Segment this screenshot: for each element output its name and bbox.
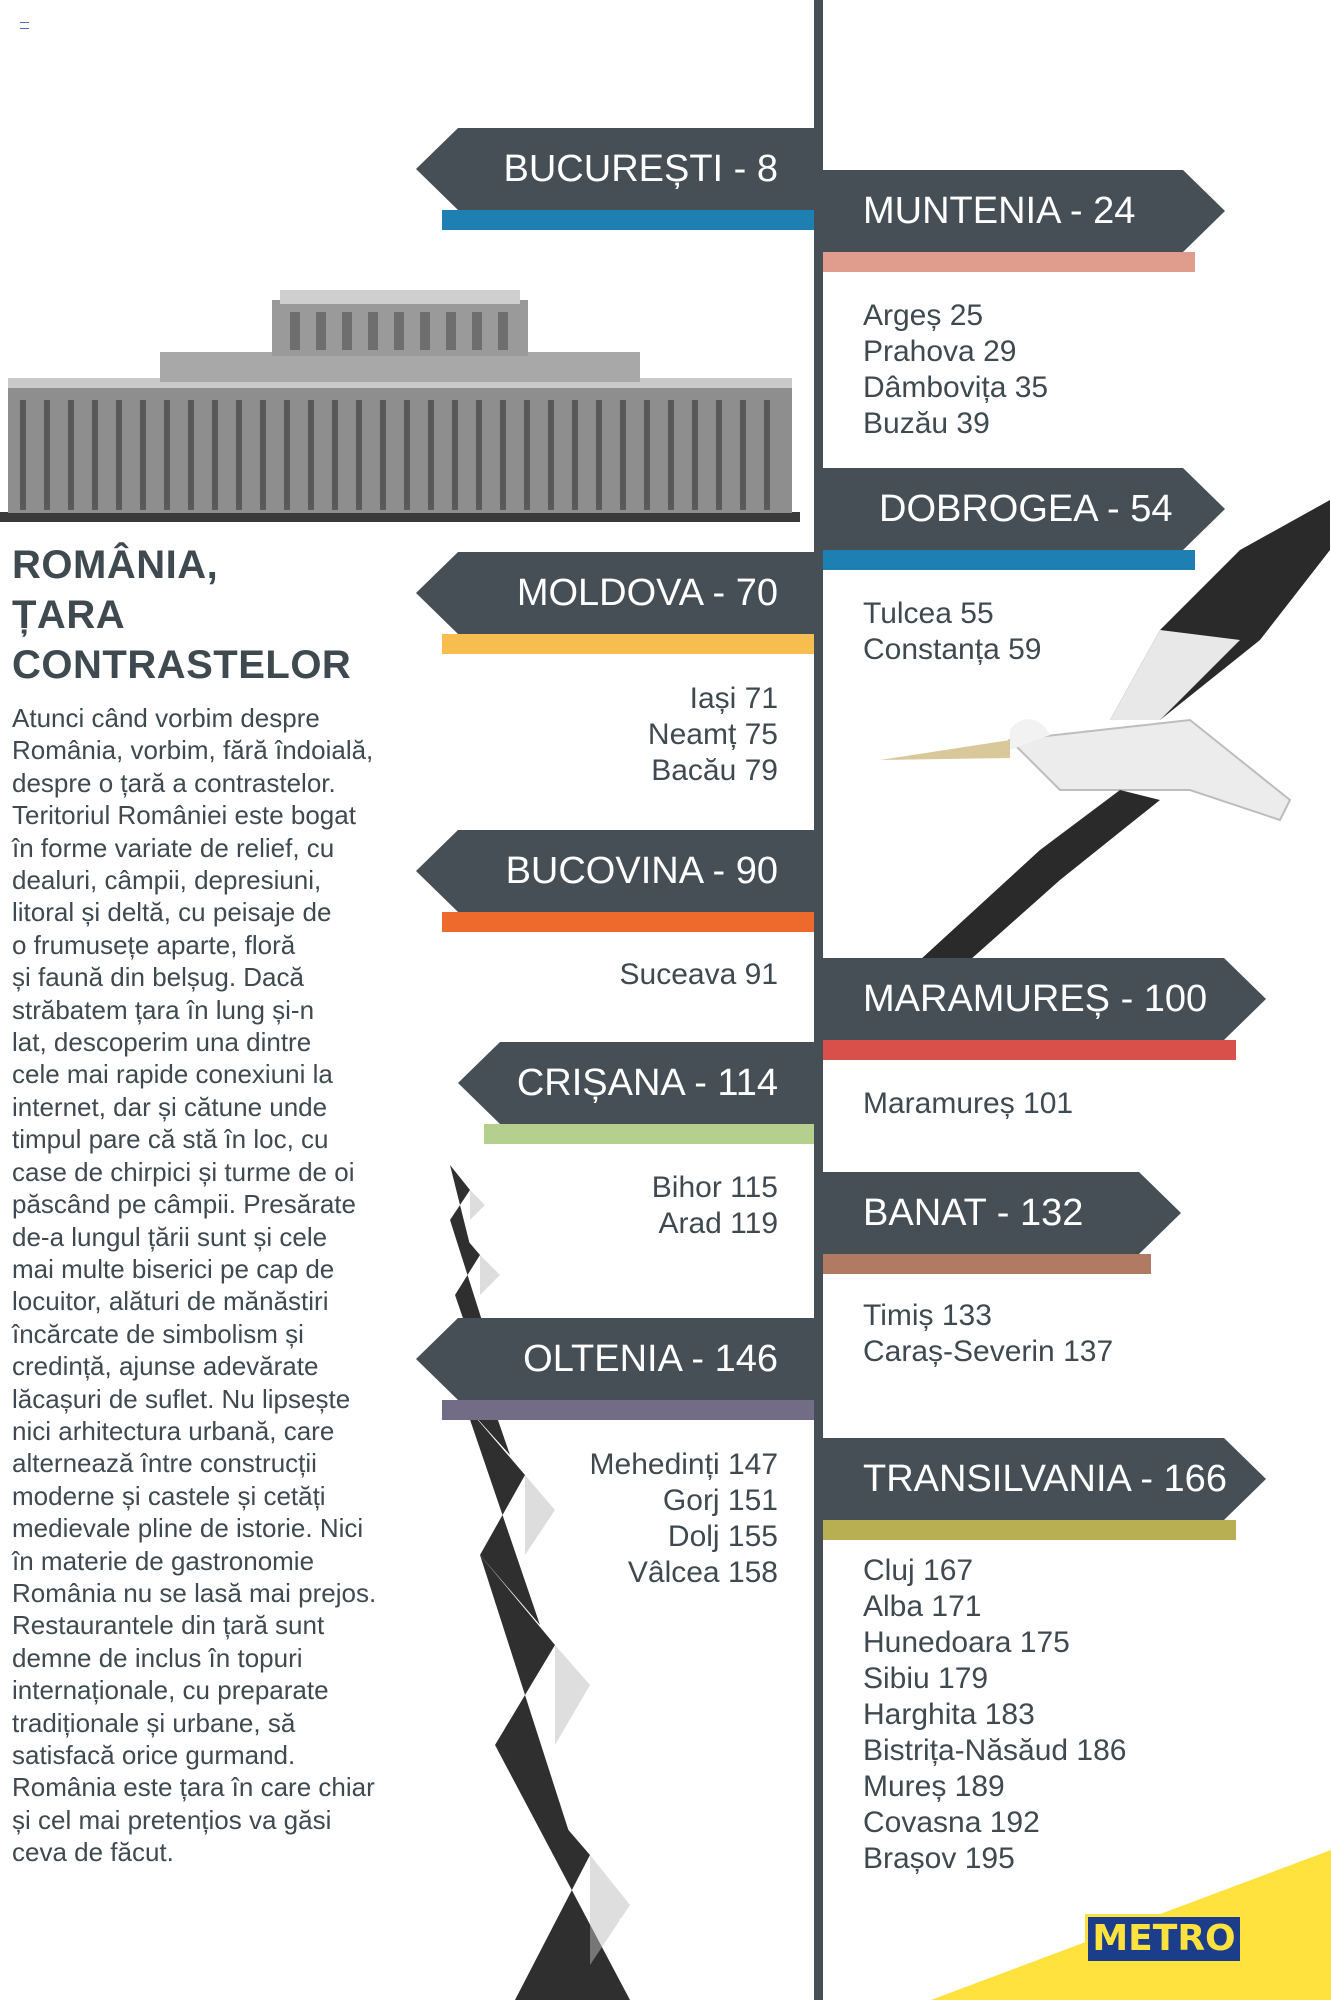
list-item[interactable]: Bacău 79 bbox=[651, 754, 778, 787]
list-item[interactable]: Maramureș 101 bbox=[863, 1087, 1074, 1120]
banner-transilvania-bar bbox=[823, 1520, 1236, 1540]
intro-paragraph bbox=[12, 702, 442, 1869]
banner-crisana[interactable] bbox=[458, 1042, 814, 1124]
timeline-spine bbox=[814, 0, 823, 2000]
list-item[interactable]: Suceava 91 bbox=[619, 958, 778, 991]
list-item[interactable]: Cluj 167 bbox=[863, 1554, 974, 1587]
intro-line: moderne și castele și cetăți bbox=[12, 1480, 326, 1511]
banner-bucovina[interactable] bbox=[416, 830, 814, 912]
banner-muntenia-label: MUNTENIA - 24 bbox=[863, 190, 1136, 232]
list-banat bbox=[863, 1298, 1113, 1370]
intro-line: litoral și deltă, cu peisaje de bbox=[12, 897, 332, 928]
list-item[interactable]: Dolj 155 bbox=[667, 1520, 778, 1553]
banner-crisana-bar bbox=[484, 1124, 814, 1144]
intro-line: păscând pe câmpii. Presărate bbox=[12, 1189, 356, 1220]
intro-line: România este țara în care chiar bbox=[12, 1772, 375, 1803]
page-title-line: ROMÂNIA, bbox=[12, 543, 219, 587]
list-item[interactable]: Caraș-Severin 137 bbox=[863, 1335, 1114, 1368]
page-title-line: ȚARA bbox=[12, 593, 126, 637]
list-item[interactable]: Mureș 189 bbox=[863, 1770, 1005, 1803]
intro-line: Restaurantele din țară sunt bbox=[12, 1610, 325, 1641]
banner-transilvania[interactable] bbox=[823, 1438, 1266, 1520]
page-title-line: CONTRASTELOR bbox=[12, 643, 352, 687]
banner-dobrogea-bar bbox=[823, 550, 1195, 570]
list-item[interactable]: Brașov 195 bbox=[863, 1842, 1015, 1875]
intro-line: timpul pare că stă în loc, cu bbox=[12, 1124, 329, 1155]
list-item[interactable]: Buzău 39 bbox=[863, 407, 990, 440]
intro-line: credință, ajunse adevărate bbox=[12, 1351, 319, 1382]
list-transilvania bbox=[863, 1553, 1126, 1877]
intro-line: în forme variate de relief, cu bbox=[12, 832, 335, 863]
intro-line: tradiționale și urbane, să bbox=[12, 1707, 296, 1738]
list-maramures bbox=[863, 1086, 1073, 1122]
banner-dobrogea[interactable] bbox=[823, 468, 1225, 550]
list-item[interactable]: Alba 171 bbox=[863, 1590, 982, 1623]
banner-oltenia-bar bbox=[442, 1400, 814, 1420]
banner-oltenia-label: OLTENIA - 146 bbox=[523, 1338, 778, 1380]
list-item[interactable]: Prahova 29 bbox=[863, 335, 1017, 368]
list-oltenia bbox=[590, 1447, 778, 1591]
list-item[interactable]: Bistrița-Năsăud 186 bbox=[863, 1734, 1127, 1767]
list-muntenia bbox=[863, 298, 1048, 442]
banner-bucuresti-bar bbox=[442, 210, 814, 230]
intro-line: Atunci când vorbim despre bbox=[12, 703, 320, 733]
banner-banat-bar bbox=[823, 1254, 1151, 1274]
list-item[interactable]: Sibiu 179 bbox=[863, 1662, 989, 1695]
banner-muntenia-bar bbox=[823, 252, 1195, 272]
banner-transilvania-label: TRANSILVANIA - 166 bbox=[863, 1458, 1227, 1500]
intro-line: România, vorbim, fără îndoială, bbox=[12, 735, 374, 766]
metro-logo-text: METRO bbox=[1092, 1918, 1236, 1959]
list-item[interactable]: Neamț 75 bbox=[647, 718, 778, 751]
intro-line: medievale pline de istorie. Nici bbox=[12, 1513, 364, 1544]
intro-line: despre o țară a contrastelor. bbox=[12, 767, 336, 798]
banner-moldova-bar bbox=[442, 634, 814, 654]
list-item[interactable]: Arad 119 bbox=[658, 1207, 778, 1240]
intro-line: locuitor, alături de mănăstiri bbox=[12, 1286, 329, 1317]
banner-maramures-bar bbox=[823, 1040, 1236, 1060]
banner-moldova-label: MOLDOVA - 70 bbox=[516, 572, 778, 614]
banner-crisana-label: CRIȘANA - 114 bbox=[516, 1062, 778, 1104]
banner-bucovina-label: BUCOVINA - 90 bbox=[505, 850, 778, 892]
intro-line: străbatem țara în lung și-n bbox=[12, 994, 315, 1025]
intro-line: o frumusețe aparte, floră bbox=[12, 929, 296, 960]
list-item[interactable]: Hunedoara 175 bbox=[863, 1626, 1070, 1659]
list-dobrogea bbox=[863, 596, 1041, 668]
list-bucovina bbox=[620, 957, 778, 993]
banner-maramures-label: MARAMUREȘ - 100 bbox=[863, 978, 1208, 1020]
intro-line: România nu se lasă mai prejos. bbox=[12, 1577, 377, 1608]
page-title bbox=[12, 540, 351, 690]
list-item[interactable]: Harghita 183 bbox=[863, 1698, 1035, 1731]
list-item[interactable]: Dâmbovița 35 bbox=[863, 371, 1049, 404]
list-item[interactable]: Gorj 151 bbox=[662, 1484, 778, 1517]
intro-line: lat, descoperim una dintre bbox=[12, 1027, 312, 1058]
banner-bucovina-bar bbox=[442, 912, 814, 932]
intro-line: alternează între construcții bbox=[12, 1448, 317, 1479]
metro-logo bbox=[1085, 1914, 1243, 1964]
intro-line: mai multe biserici pe cap de bbox=[12, 1253, 335, 1284]
banner-muntenia[interactable] bbox=[823, 170, 1225, 252]
list-item[interactable]: Argeș 25 bbox=[863, 299, 984, 332]
intro-line: cele mai rapide conexiuni la bbox=[12, 1059, 333, 1090]
intro-line: satisfacă orice gurmand. bbox=[12, 1740, 296, 1770]
palace-of-parliament-image bbox=[0, 290, 800, 522]
intro-line: case de chirpici și turme de oi bbox=[12, 1156, 355, 1187]
list-item[interactable]: Constanța 59 bbox=[863, 633, 1042, 666]
banner-banat-label: BANAT - 132 bbox=[863, 1192, 1084, 1234]
intro-line: de-a lungul țării sunt și cele bbox=[12, 1221, 328, 1252]
banner-oltenia[interactable] bbox=[416, 1318, 814, 1400]
intro-line: internaționale, cu preparate bbox=[12, 1675, 329, 1706]
list-item[interactable]: Covasna 192 bbox=[863, 1806, 1040, 1839]
list-item[interactable]: Mehedinți 147 bbox=[589, 1448, 778, 1481]
banner-banat[interactable] bbox=[823, 1172, 1181, 1254]
intro-line: internet, dar și cătune unde bbox=[12, 1091, 328, 1122]
banner-dobrogea-label: DOBROGEA - 54 bbox=[879, 488, 1173, 530]
intro-line: ceva de făcut. bbox=[12, 1837, 174, 1868]
intro-line: Teritoriul României este bogat bbox=[12, 800, 356, 831]
banner-moldova[interactable] bbox=[416, 552, 814, 634]
banner-bucuresti[interactable] bbox=[416, 128, 814, 210]
intro-line: lăcașuri de suflet. Nu lipsește bbox=[12, 1383, 351, 1414]
list-item[interactable]: Vâlcea 158 bbox=[627, 1556, 778, 1589]
list-item[interactable]: Timiș 133 bbox=[863, 1299, 992, 1332]
list-crisana bbox=[652, 1170, 778, 1242]
banner-maramures[interactable] bbox=[823, 958, 1266, 1040]
list-item[interactable]: Iași 71 bbox=[689, 682, 778, 715]
list-moldova bbox=[648, 681, 778, 789]
intro-line: încărcate de simbolism și bbox=[12, 1318, 304, 1349]
intro-line: dealuri, câmpii, depresiuni, bbox=[12, 865, 322, 896]
intro-line: nici arhitectura urbană, care bbox=[12, 1415, 335, 1446]
intro-line: și cel mai pretențios va găsi bbox=[12, 1804, 332, 1835]
intro-line: demne de inclus în topuri bbox=[12, 1642, 303, 1673]
page-number: 7 bbox=[618, 1912, 637, 1950]
intro-line: și faună din belșug. Dacă bbox=[12, 962, 304, 993]
intro-line: în materie de gastronomie bbox=[12, 1545, 315, 1576]
list-item[interactable]: Tulcea 55 bbox=[863, 597, 994, 630]
banner-bucuresti-label: BUCUREȘTI - 8 bbox=[503, 148, 778, 190]
menu-icon[interactable] bbox=[20, 22, 29, 29]
list-item[interactable]: Bihor 115 bbox=[651, 1171, 778, 1204]
